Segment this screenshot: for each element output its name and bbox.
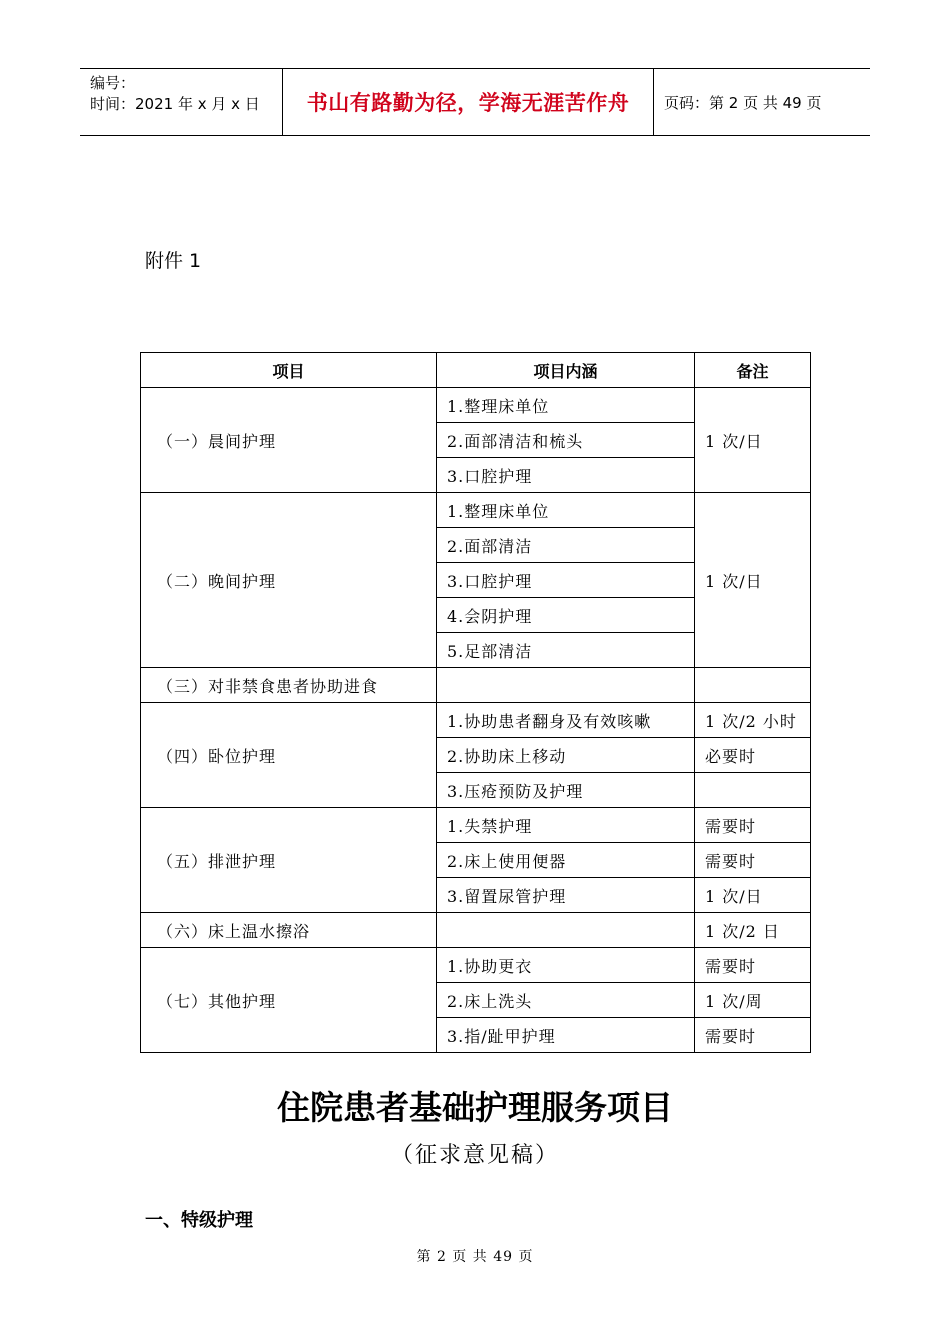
- item-cell: 1.协助更衣: [437, 948, 695, 983]
- page-footer: 第 2 页 共 49 页: [416, 1249, 534, 1265]
- note-cell: 必要时: [695, 738, 811, 773]
- note-cell: 需要时: [695, 948, 811, 983]
- note-cell: 需要时: [695, 1018, 811, 1053]
- category-cell: （二）晚间护理: [141, 493, 437, 668]
- table-row: [141, 388, 811, 423]
- item-cell: 2.床上使用便器: [437, 843, 695, 878]
- item-cell: [437, 668, 695, 703]
- item-cell: 4.会阴护理: [437, 598, 695, 633]
- table-header-row: [141, 353, 811, 388]
- item-cell: 5.足部清洁: [437, 633, 695, 668]
- category-cell: （三）对非禁食患者协助进食: [141, 668, 437, 703]
- note-cell: 1 次/周: [695, 983, 811, 1018]
- document-title: 住院患者基础护理服务项目: [277, 1088, 673, 1127]
- table-row: [141, 948, 811, 983]
- item-cell: 3.留置尿管护理: [437, 878, 695, 913]
- header-motto: 书山有路勤为径，学海无涯苦作舟: [282, 69, 654, 135]
- page-header: [80, 68, 870, 136]
- document-date-label: 时间：2021 年 x 月 x 日: [90, 95, 260, 113]
- item-cell: 1.整理床单位: [437, 493, 695, 528]
- column-header-item: 项目: [141, 353, 437, 388]
- category-cell: （一）晨间护理: [141, 388, 437, 493]
- attachment-label: 附件 1: [145, 250, 202, 272]
- category-cell: （七）其他护理: [141, 948, 437, 1053]
- note-cell: 1 次/日: [695, 388, 811, 493]
- note-cell: 1 次/日: [695, 493, 811, 668]
- note-cell: 1 次/2 日: [695, 913, 811, 948]
- header-page-label: 页码：第 2 页 共 49 页: [664, 93, 822, 112]
- item-cell: 2.面部清洁和梳头: [437, 423, 695, 458]
- item-cell: [437, 913, 695, 948]
- item-cell: 3.指/趾甲护理: [437, 1018, 695, 1053]
- item-cell: 3.压疮预防及护理: [437, 773, 695, 808]
- header-meta: [80, 69, 282, 135]
- category-cell: （四）卧位护理: [141, 703, 437, 808]
- table-row: [141, 493, 811, 528]
- document-subtitle: （征求意见稿）: [390, 1143, 559, 1168]
- item-cell: 1.整理床单位: [437, 388, 695, 423]
- table-row: [141, 808, 811, 843]
- table-row: [141, 668, 811, 703]
- section-heading: 一、特级护理: [145, 1210, 253, 1231]
- item-cell: 2.协助床上移动: [437, 738, 695, 773]
- item-cell: 2.床上洗头: [437, 983, 695, 1018]
- item-cell: 2.面部清洁: [437, 528, 695, 563]
- column-header-note: 备注: [695, 353, 811, 388]
- item-cell: 1.失禁护理: [437, 808, 695, 843]
- note-cell: [695, 773, 811, 808]
- category-cell: （六）床上温水擦浴: [141, 913, 437, 948]
- column-header-content: 项目内涵: [437, 353, 695, 388]
- item-cell: 3.口腔护理: [437, 458, 695, 493]
- nursing-items-table: [140, 352, 811, 1053]
- note-cell: [695, 668, 811, 703]
- note-cell: 1 次/日: [695, 878, 811, 913]
- item-cell: 3.口腔护理: [437, 563, 695, 598]
- note-cell: 1 次/2 小时: [695, 703, 811, 738]
- category-cell: （五）排泄护理: [141, 808, 437, 913]
- note-cell: 需要时: [695, 808, 811, 843]
- table-row: [141, 703, 811, 738]
- note-cell: 需要时: [695, 843, 811, 878]
- document-number-label: 编号：: [90, 74, 136, 92]
- item-cell: 1.协助患者翻身及有效咳嗽: [437, 703, 695, 738]
- table-row: [141, 913, 811, 948]
